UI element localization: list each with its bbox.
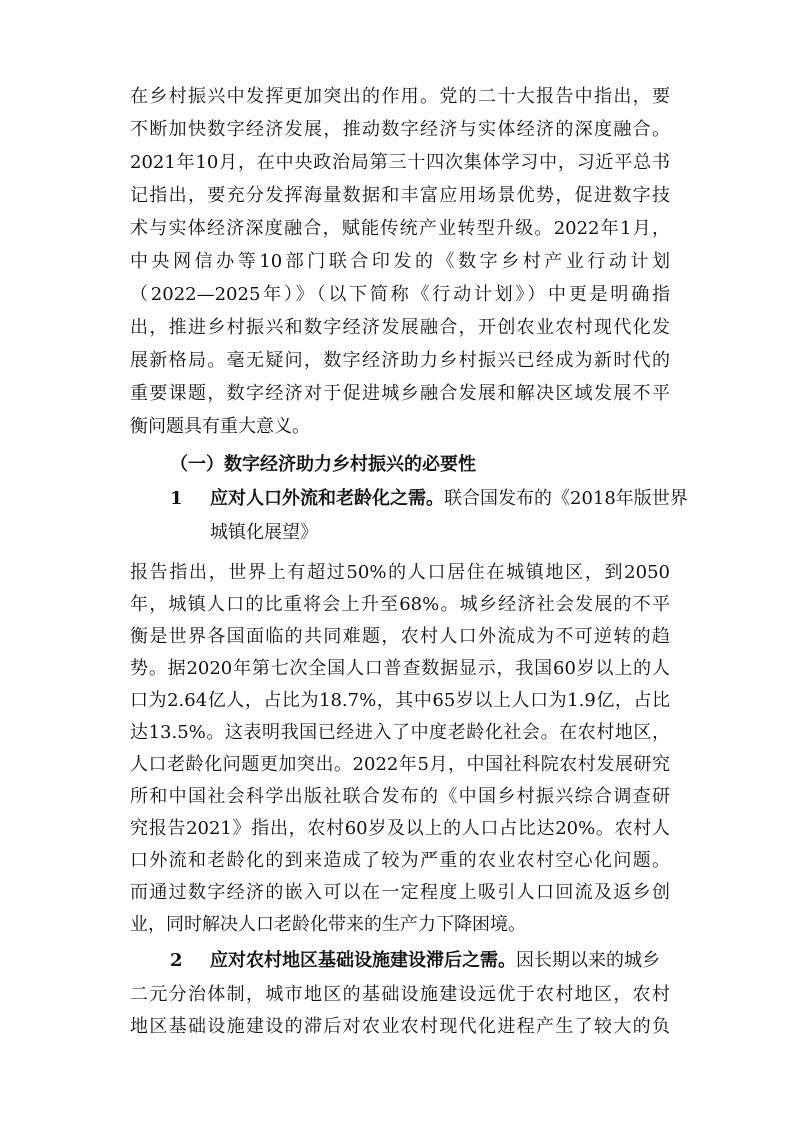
text-line: 势。据2020年第七次全国人口普查数据显示，我国60岁以上的人	[130, 658, 670, 679]
text-line: （2022—2025年）》（以下简称《行动计划》）中更是明确指	[130, 284, 670, 305]
text-line: 人口老龄化问题更加突出。2022年5月，中国社科院农村发展研究	[130, 754, 670, 775]
text-line: 地区基础设施建设的滞后对农业农村现代化进程产生了较大的负	[130, 1016, 670, 1037]
text-line: 中央网信办等10部门联合印发的《数字乡村产业行动计划	[130, 251, 670, 272]
text-line: 出，推进乡村振兴和数字经济发展融合，开创农业农村现代化发	[130, 317, 670, 338]
text-line: 口外流和老龄化的到来造成了较为严重的农业农村空心化问题。	[130, 850, 670, 871]
text-line: 究报告2021》指出，农村60岁及以上的人口占比达20%。农村人	[130, 818, 670, 839]
text-line: 术与实体经济深度融合，赋能传统产业转型升级。2022年1月，	[130, 218, 670, 239]
item-1-text-2: 城镇化展望》	[210, 522, 318, 543]
section-heading: （一）数字经济助力乡村振兴的必要性	[170, 454, 476, 475]
text-line: 重要课题，数字经济对于促进城乡融合发展和解决区域发展不平	[130, 383, 670, 404]
item-1-number: 1	[170, 488, 183, 509]
text-line: 业，同时解决人口老龄化带来的生产力下降困境。	[130, 914, 526, 935]
document-page	[130, 0, 688, 1122]
text-line: 展新格局。毫无疑问，数字经济助力乡村振兴已经成为新时代的	[130, 350, 670, 371]
item-2	[170, 944, 670, 978]
item-2-number: 2	[170, 950, 183, 971]
text-line: 所和中国社会科学出版社联合发布的《中国乡村振兴综合调查研	[130, 786, 670, 807]
text-line: 而通过数字经济的嵌入可以在一定程度上吸引人口回流及返乡创	[130, 882, 670, 903]
text-line: 衡问题具有重大意义。	[130, 416, 310, 437]
item-1-text: 联合国发布的《2018年版世界	[444, 488, 688, 509]
text-line: 口为2.64亿人，占比为18.7%，其中65岁以上人口为1.9亿，占比	[130, 690, 670, 711]
text-line: 报告指出，世界上有超过50%的人口居住在城镇地区，到2050	[130, 562, 670, 583]
item-1-continuation	[170, 516, 670, 550]
text-line: 2021年10月，在中央政治局第三十四次集体学习中，习近平总书	[130, 152, 670, 173]
text-line: 在乡村振兴中发挥更加突出的作用。党的二十大报告中指出，要	[130, 86, 670, 107]
text-line: 衡是世界各国面临的共同难题，农村人口外流成为不可逆转的趋	[130, 626, 670, 647]
item-2-title: 应对农村地区基础设施建设滞后之需。	[210, 950, 516, 971]
text-line: 不断加快数字经济发展，推动数字经济与实体经济的深度融合。	[130, 119, 670, 140]
text-line: 记指出，要充分发挥海量数据和丰富应用场景优势，促进数字技	[130, 185, 670, 206]
text-line: 年，城镇人口的比重将会上升至68%。城乡经济社会发展的不平	[130, 594, 670, 615]
text-line: 二元分治体制，城市地区的基础设施建设远优于农村地区，农村	[130, 984, 670, 1005]
item-1-title: 应对人口外流和老龄化之需。	[210, 488, 444, 509]
text-line: 达13.5%。这表明我国已经进入了中度老龄化社会。在农村地区，	[130, 722, 670, 743]
item-1	[170, 482, 688, 516]
item-2-text: 因长期以来的城乡	[516, 950, 660, 971]
